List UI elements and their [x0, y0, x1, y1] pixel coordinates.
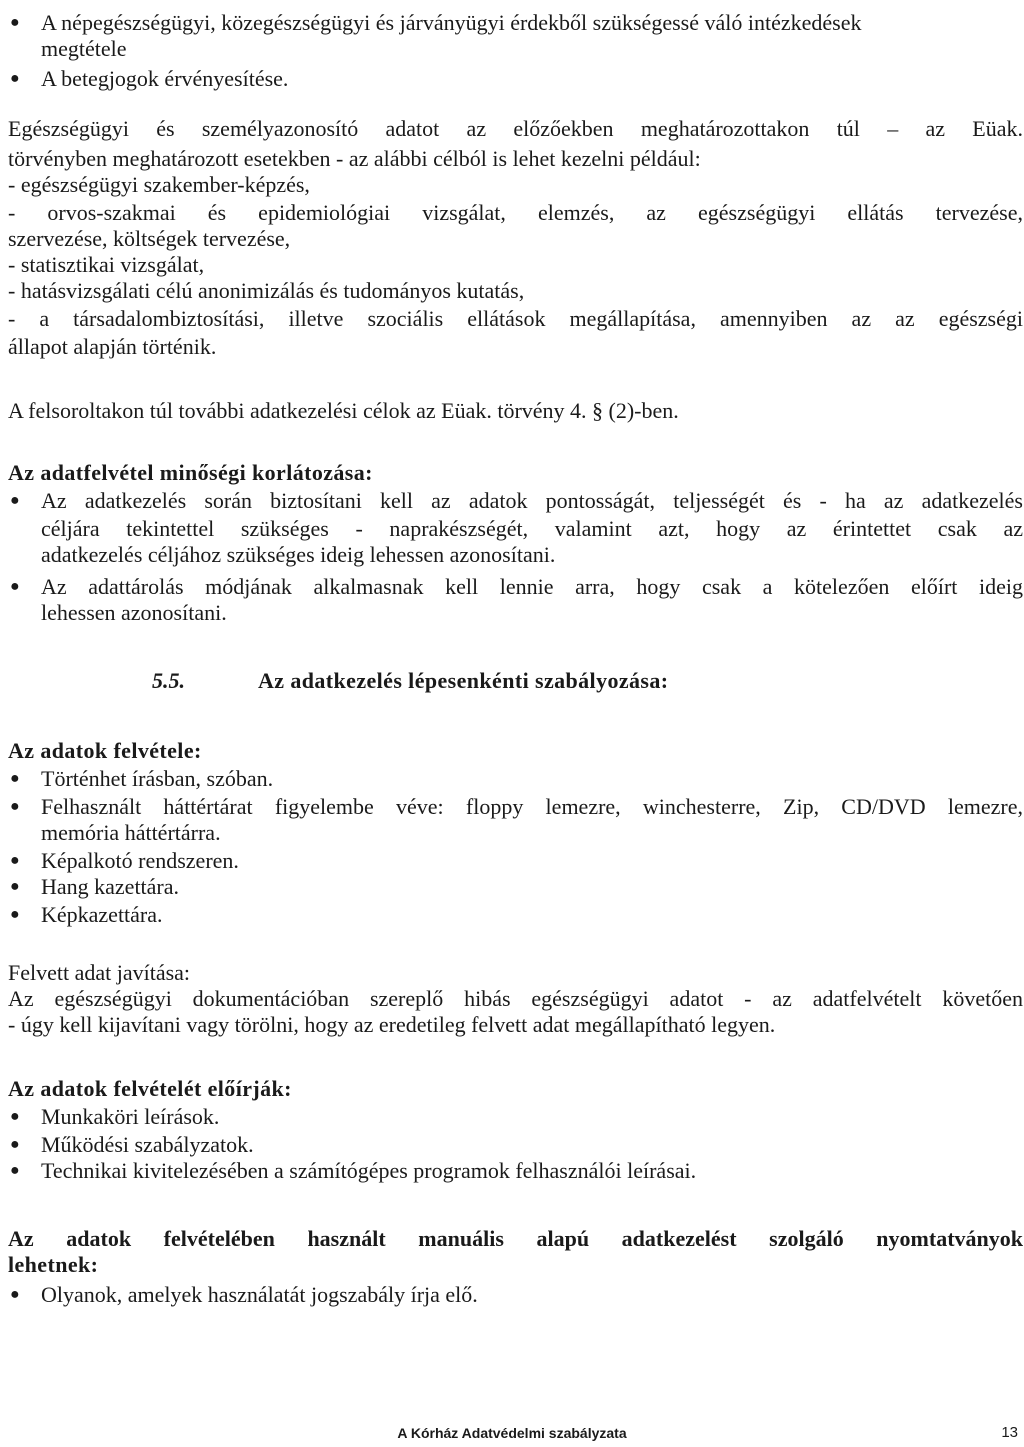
- bullet-icon: ●: [10, 1286, 20, 1303]
- bullet-icon: ●: [10, 1136, 20, 1153]
- line-text: Képkazettára.: [41, 902, 163, 927]
- line-text: Technikai kivitelezésében a számítógépes programok felhasználói leírásai.: [41, 1158, 697, 1183]
- line-text: Az adatkezelés során biztosítani kell az adatok pontosságát, teljességét és - ha az adatkezelés: [41, 488, 1023, 513]
- line-text: Az adattárolás módjának alkalmasnak kell lennie arra, hogy csak a kötelezően előírt ideig: [41, 574, 1023, 599]
- line-text: memória háttértárra.: [41, 820, 221, 845]
- line-text: lehetnek:: [8, 1252, 99, 1277]
- bullet-icon: ●: [10, 14, 20, 31]
- bullet-icon: ●: [10, 1108, 20, 1125]
- line-text: Működési szabályzatok.: [41, 1132, 254, 1157]
- line-text: Az adatok felvételében használt manuális alapú adatkezelést szolgáló nyomtatványok: [8, 1226, 1023, 1251]
- bullet-icon: ●: [10, 70, 20, 87]
- line-text: - statisztikai vizsgálat,: [8, 252, 205, 277]
- footer-title: A Kórház Adatvédelmi szabályzata: [397, 1425, 627, 1441]
- line-text: céljára tekintettel szükséges - naprakészségét, valamint azt, hogy az érintettet csak az: [41, 516, 1023, 541]
- line-text: állapot alapján történik.: [8, 334, 217, 359]
- line-text: Történhet írásban, szóban.: [41, 766, 274, 791]
- bullet-icon: ●: [10, 1162, 20, 1179]
- bullet-icon: ●: [10, 770, 20, 787]
- page-number: 13: [1001, 1424, 1018, 1441]
- line-text: Az adatfelvétel minőségi korlátozása:: [8, 460, 373, 485]
- line-text: - orvos-szakmai és epidemiológiai vizsgálat, elemzés, az egészségügyi ellátás tervezése,: [8, 200, 1023, 225]
- line-text: Az egészségügyi dokumentációban szereplő hibás egészségügyi adatot - az adatfelvételt követően: [8, 986, 1023, 1011]
- line-text: Hang kazettára.: [41, 874, 180, 899]
- line-text: adatkezelés céljához szükséges ideig lehessen azonosítani.: [41, 542, 556, 567]
- line-text: lehessen azonosítani.: [41, 600, 227, 625]
- line-text: Olyanok, amelyek használatát jogszabály írja elő.: [41, 1282, 478, 1307]
- section-title: Az adatkezelés lépesenkénti szabályozása:: [258, 668, 669, 693]
- bullet-icon: ●: [10, 798, 20, 815]
- line-text: A felsoroltakon túl további adatkezelési célok az Eüak. törvény 4. § (2)-ben.: [8, 398, 679, 423]
- line-text: A betegjogok érvényesítése.: [41, 66, 289, 91]
- line-text: - a társadalombiztosítási, illetve szociális ellátások megállapítása, amennyiben az az egészségi: [8, 306, 1023, 331]
- line-text: - úgy kell kijavítani vagy törölni, hogy az eredetileg felvett adat megállapítható legyen.: [8, 1012, 776, 1037]
- line-text: Egészségügyi és személyazonosító adatot az előzőekben meghatározottakon túl – az Eüak.: [8, 116, 1023, 141]
- section-number: 5.5.: [152, 668, 185, 693]
- line-text: Felhasznált háttértárat figyelembe véve: floppy lemezre, winchesterre, Zip, CD/DVD lemezre,: [41, 794, 1023, 819]
- bullet-icon: ●: [10, 578, 20, 595]
- line-text: Felvett adat javítása:: [8, 960, 191, 985]
- line-text: Az adatok felvétele:: [8, 738, 202, 763]
- bullet-icon: ●: [10, 878, 20, 895]
- line-text: Munkaköri leírások.: [41, 1104, 220, 1129]
- line-text: - hatásvizsgálati célú anonimizálás és tudományos kutatás,: [8, 278, 525, 303]
- bullet-icon: ●: [10, 906, 20, 923]
- line-text: szervezése, költségek tervezése,: [8, 226, 291, 251]
- bullet-icon: ●: [10, 492, 20, 509]
- line-text: Az adatok felvételét előírják:: [8, 1076, 292, 1101]
- line-text: törvényben meghatározott esetekben - az alábbi célból is lehet kezelni például:: [8, 146, 701, 171]
- line-text: Képalkotó rendszeren.: [41, 848, 239, 873]
- bullet-icon: ●: [10, 852, 20, 869]
- line-text: megtétele: [41, 36, 127, 61]
- line-text: A népegészségügyi, közegészségügyi és járványügyi érdekből szükségessé váló intézkedések: [41, 10, 862, 35]
- line-text: - egészségügyi szakember-képzés,: [8, 172, 310, 197]
